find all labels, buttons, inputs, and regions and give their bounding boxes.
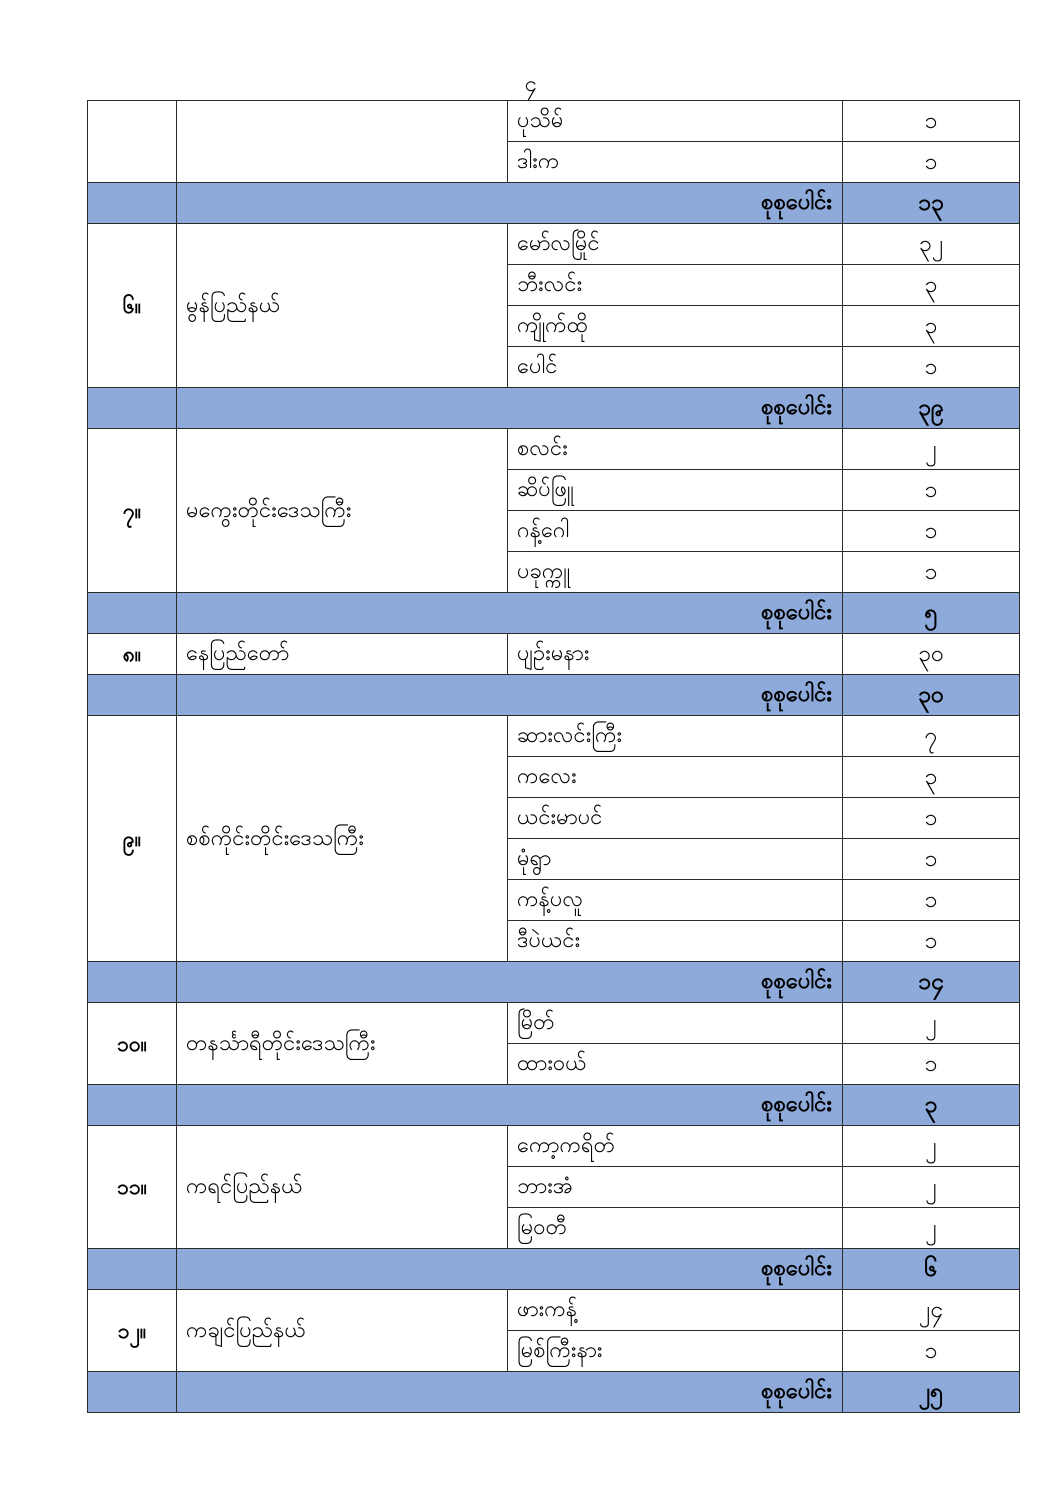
subtotal-blank-cell (88, 1085, 177, 1126)
township-cell: မြိတ် (508, 1003, 843, 1044)
row-number-cell: ၁၂။ (88, 1290, 177, 1372)
township-cell: ဒီပဲယင်း (508, 921, 843, 962)
township-cell: မြစ်ကြီးနား (508, 1331, 843, 1372)
subtotal-value: ၃၉ (843, 388, 1020, 429)
count-cell: ၂၄ (843, 1290, 1020, 1331)
township-cell: ပုသိမ် (508, 101, 843, 142)
count-cell: ၁ (843, 880, 1020, 921)
row-number-cell: ၁၀။ (88, 1003, 177, 1085)
count-cell: ၃ (843, 757, 1020, 798)
count-cell: ၁ (843, 1331, 1020, 1372)
subtotal-value: ၁၃ (843, 183, 1020, 224)
township-cell: ကန့်ပလူ (508, 880, 843, 921)
count-cell: ၁ (843, 798, 1020, 839)
township-cell: ကျိုက်ထို (508, 306, 843, 347)
subtotal-blank-cell (88, 962, 177, 1003)
table-row (88, 1290, 1020, 1331)
subtotal-label: စုစုပေါင်း (177, 593, 843, 634)
township-cell: ဒါးက (508, 142, 843, 183)
row-number-cell: ၆။ (88, 224, 177, 388)
subtotal-value: ၃ (843, 1085, 1020, 1126)
table-row (88, 429, 1020, 470)
subtotal-row (88, 1085, 1020, 1126)
subtotal-value: ၃၀ (843, 675, 1020, 716)
subtotal-value: ၂၅ (843, 1372, 1020, 1413)
subtotal-blank-cell (88, 675, 177, 716)
subtotal-value: ၁၄ (843, 962, 1020, 1003)
subtotal-blank-cell (88, 388, 177, 429)
subtotal-row (88, 962, 1020, 1003)
table-row (88, 1003, 1020, 1044)
count-cell: ၂ (843, 1126, 1020, 1167)
subtotal-label: စုစုပေါင်း (177, 675, 843, 716)
township-cell: ဆားလင်းကြီး (508, 716, 843, 757)
count-cell: ၂ (843, 1003, 1020, 1044)
subtotal-label: စုစုပေါင်း (177, 1372, 843, 1413)
township-cell: ယင်းမာပင် (508, 798, 843, 839)
township-cell: ပခုက္ကူ (508, 552, 843, 593)
count-cell: ၁ (843, 470, 1020, 511)
region-name-cell: မွန်ပြည်နယ် (177, 224, 508, 388)
table-body (88, 101, 1020, 1413)
subtotal-value: ၅ (843, 593, 1020, 634)
region-name-cell: စစ်ကိုင်းတိုင်းဒေသကြီး (177, 716, 508, 962)
township-cell: ဖားကန့် (508, 1290, 843, 1331)
township-table (87, 100, 1020, 1413)
township-cell: မုံရွာ (508, 839, 843, 880)
count-cell: ၃၀ (843, 634, 1020, 675)
township-cell: ဘားအံ (508, 1167, 843, 1208)
row-number-cell: ၁၁။ (88, 1126, 177, 1249)
region-name-cell: ကရင်ပြည်နယ် (177, 1126, 508, 1249)
row-number-cell: ၈။ (88, 634, 177, 675)
subtotal-blank-cell (88, 1249, 177, 1290)
township-cell: ကလေး (508, 757, 843, 798)
count-cell: ၂ (843, 429, 1020, 470)
table-row (88, 101, 1020, 142)
table-row (88, 634, 1020, 675)
subtotal-label: စုစုပေါင်း (177, 962, 843, 1003)
count-cell: ၂ (843, 1208, 1020, 1249)
township-cell: ကော့ကရိတ် (508, 1126, 843, 1167)
count-cell: ၃ (843, 265, 1020, 306)
subtotal-label: စုစုပေါင်း (177, 1085, 843, 1126)
table-row (88, 716, 1020, 757)
subtotal-row (88, 183, 1020, 224)
township-cell: ပေါင် (508, 347, 843, 388)
subtotal-blank-cell (88, 593, 177, 634)
page-number: ၄ (524, 72, 537, 97)
township-cell: ထားဝယ် (508, 1044, 843, 1085)
region-name-cell: နေပြည်တော် (177, 634, 508, 675)
region-name-cell: ကချင်ပြည်နယ် (177, 1290, 508, 1372)
count-cell: ၁ (843, 511, 1020, 552)
row-number-cell (88, 101, 177, 183)
table-row (88, 224, 1020, 265)
subtotal-blank-cell (88, 183, 177, 224)
township-cell: မြဝတီ (508, 1208, 843, 1249)
count-cell: ၁ (843, 347, 1020, 388)
subtotal-row (88, 1372, 1020, 1413)
subtotal-row (88, 1249, 1020, 1290)
township-cell: မော်လမြိုင် (508, 224, 843, 265)
subtotal-value: ၆ (843, 1249, 1020, 1290)
region-name-cell (177, 101, 508, 183)
count-cell: ၃ (843, 306, 1020, 347)
count-cell: ၁ (843, 921, 1020, 962)
count-cell: ၁ (843, 1044, 1020, 1085)
count-cell: ၁ (843, 101, 1020, 142)
subtotal-blank-cell (88, 1372, 177, 1413)
row-number-cell: ၇။ (88, 429, 177, 593)
township-cell: ပျဉ်းမနား (508, 634, 843, 675)
subtotal-label: စုစုပေါင်း (177, 183, 843, 224)
count-cell: ၁ (843, 552, 1020, 593)
count-cell: ၇ (843, 716, 1020, 757)
region-name-cell: မကွေးတိုင်းဒေသကြီး (177, 429, 508, 593)
subtotal-row (88, 675, 1020, 716)
township-cell: ဂန့်ဂေါ (508, 511, 843, 552)
count-cell: ၂ (843, 1167, 1020, 1208)
township-cell: ဆိပ်ဖြူ (508, 470, 843, 511)
table-row (88, 1126, 1020, 1167)
region-name-cell: တနင်္သာရီတိုင်းဒေသကြီး (177, 1003, 508, 1085)
township-cell: ဘီးလင်း (508, 265, 843, 306)
row-number-cell: ၉။ (88, 716, 177, 962)
count-cell: ၁ (843, 839, 1020, 880)
subtotal-row (88, 593, 1020, 634)
count-cell: ၁ (843, 142, 1020, 183)
subtotal-row (88, 388, 1020, 429)
subtotal-label: စုစုပေါင်း (177, 388, 843, 429)
count-cell: ၃၂ (843, 224, 1020, 265)
township-cell: စလင်း (508, 429, 843, 470)
subtotal-label: စုစုပေါင်း (177, 1249, 843, 1290)
